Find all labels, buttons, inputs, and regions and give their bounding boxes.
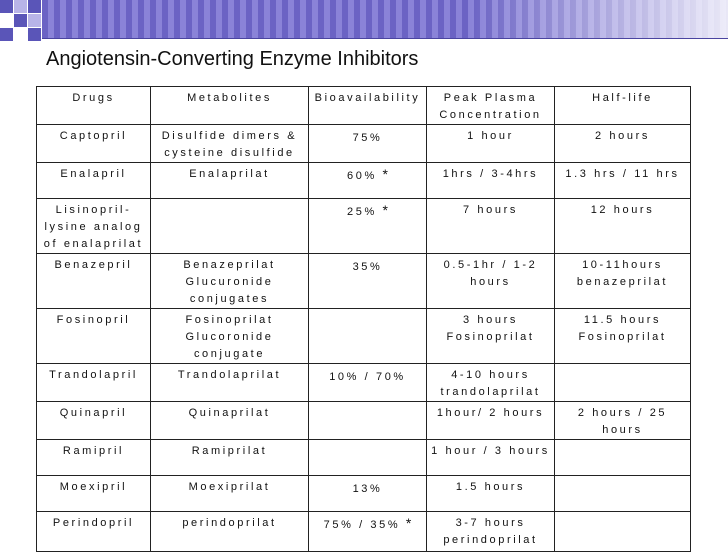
checker-square: [0, 0, 13, 13]
cell-peak: 1hrs / 3-4hrs: [427, 163, 555, 199]
table-row: [37, 440, 691, 476]
cell-peak: 1.5 hours: [427, 476, 555, 512]
table-row: [37, 364, 691, 402]
cell-peak: 7 hours: [427, 199, 555, 254]
cell-bioavailability: [309, 163, 427, 199]
table-row: [37, 163, 691, 199]
table-row: [37, 309, 691, 364]
cell-drug: Lisinopril-lysine analog of enalaprilat: [37, 199, 151, 254]
cell-drug: Benazepril: [37, 254, 151, 309]
bio-asterisk: *: [382, 202, 388, 218]
slide-title: Angiotensin-Converting Enzyme Inhibitors: [46, 48, 419, 70]
checker-square: [28, 0, 41, 13]
checker-square: [28, 14, 41, 27]
cell-peak: 4-10 hours trandolaprilat: [427, 364, 555, 402]
cell-drug: Quinapril: [37, 402, 151, 440]
table-row: [37, 125, 691, 163]
checker-square: [0, 28, 13, 41]
table-row: [37, 402, 691, 440]
cell-peak: 3-7 hours perindoprilat: [427, 512, 555, 552]
header-banner: [42, 0, 728, 39]
cell-drug: Trandolapril: [37, 364, 151, 402]
cell-metabolite: Fosinoprilat Glucoronide conjugate: [151, 309, 309, 364]
cell-drug: Moexipril: [37, 476, 151, 512]
cell-bioavailability: [309, 199, 427, 254]
cell-bioavailability: [309, 309, 427, 364]
cell-peak: 1 hour / 3 hours: [427, 440, 555, 476]
table-row: [37, 199, 691, 254]
cell-half-life: 11.5 hours Fosinoprilat: [555, 309, 691, 364]
cell-drug: Perindopril: [37, 512, 151, 552]
cell-bioavailability: [309, 440, 427, 476]
cell-peak: 1hour/ 2 hours: [427, 402, 555, 440]
table-header-row: [37, 87, 691, 125]
header-drugs: Drugs: [37, 87, 151, 125]
checker-square: [14, 0, 27, 13]
bio-value: 10% / 70%: [329, 371, 406, 383]
cell-half-life: 10-11hours benazeprilat: [555, 254, 691, 309]
cell-drug: Ramipril: [37, 440, 151, 476]
decorative-checker-pattern: [0, 0, 41, 41]
header-metabolites: Metabolites: [151, 87, 309, 125]
cell-bioavailability: [309, 476, 427, 512]
bio-value: 25%: [347, 206, 377, 218]
cell-metabolite: [151, 199, 309, 254]
checker-square: [14, 28, 27, 41]
cell-drug: Enalapril: [37, 163, 151, 199]
bio-value: 75%: [352, 132, 383, 144]
checker-square: [28, 28, 41, 41]
banner-fade: [468, 0, 728, 38]
table-row: [37, 254, 691, 309]
cell-half-life: 12 hours: [555, 199, 691, 254]
checker-square: [14, 14, 27, 27]
cell-half-life: 1.3 hrs / 11 hrs: [555, 163, 691, 199]
bio-value: 35%: [352, 261, 383, 273]
cell-bioavailability: [309, 254, 427, 309]
bio-value: 13%: [352, 483, 383, 495]
cell-half-life: [555, 476, 691, 512]
header-peak-plasma: Peak Plasma Concentration: [427, 87, 555, 125]
cell-drug: Captopril: [37, 125, 151, 163]
bio-value: 60%: [347, 170, 377, 182]
cell-peak: 0.5-1hr / 1-2 hours: [427, 254, 555, 309]
cell-bioavailability: [309, 402, 427, 440]
cell-metabolite: Ramiprilat: [151, 440, 309, 476]
cell-half-life: [555, 440, 691, 476]
cell-half-life: [555, 364, 691, 402]
cell-drug: Fosinopril: [37, 309, 151, 364]
cell-bioavailability: [309, 364, 427, 402]
table-row: [37, 476, 691, 512]
cell-metabolite: Quinaprilat: [151, 402, 309, 440]
cell-bioavailability: [309, 125, 427, 163]
cell-metabolite: Trandolaprilat: [151, 364, 309, 402]
header-half-life: Half-life: [555, 87, 691, 125]
cell-half-life: 2 hours: [555, 125, 691, 163]
cell-metabolite: Moexiprilat: [151, 476, 309, 512]
bio-asterisk: *: [405, 515, 412, 531]
header-bioavailability: Bioavailability: [309, 87, 427, 125]
cell-metabolite: Disulfide dimers & cysteine disulfide: [151, 125, 309, 163]
bio-value: 75% / 35%: [323, 519, 401, 531]
cell-half-life: 2 hours / 25 hours: [555, 402, 691, 440]
cell-peak: 1 hour: [427, 125, 555, 163]
cell-metabolite: Benazeprilat Glucuronide conjugates: [151, 254, 309, 309]
checker-square: [0, 14, 13, 27]
bio-asterisk: *: [382, 166, 388, 182]
cell-metabolite: Enalaprilat: [151, 163, 309, 199]
ace-inhibitors-table: [36, 86, 691, 552]
cell-metabolite: perindoprilat: [151, 512, 309, 552]
cell-peak: 3 hours Fosinoprilat: [427, 309, 555, 364]
